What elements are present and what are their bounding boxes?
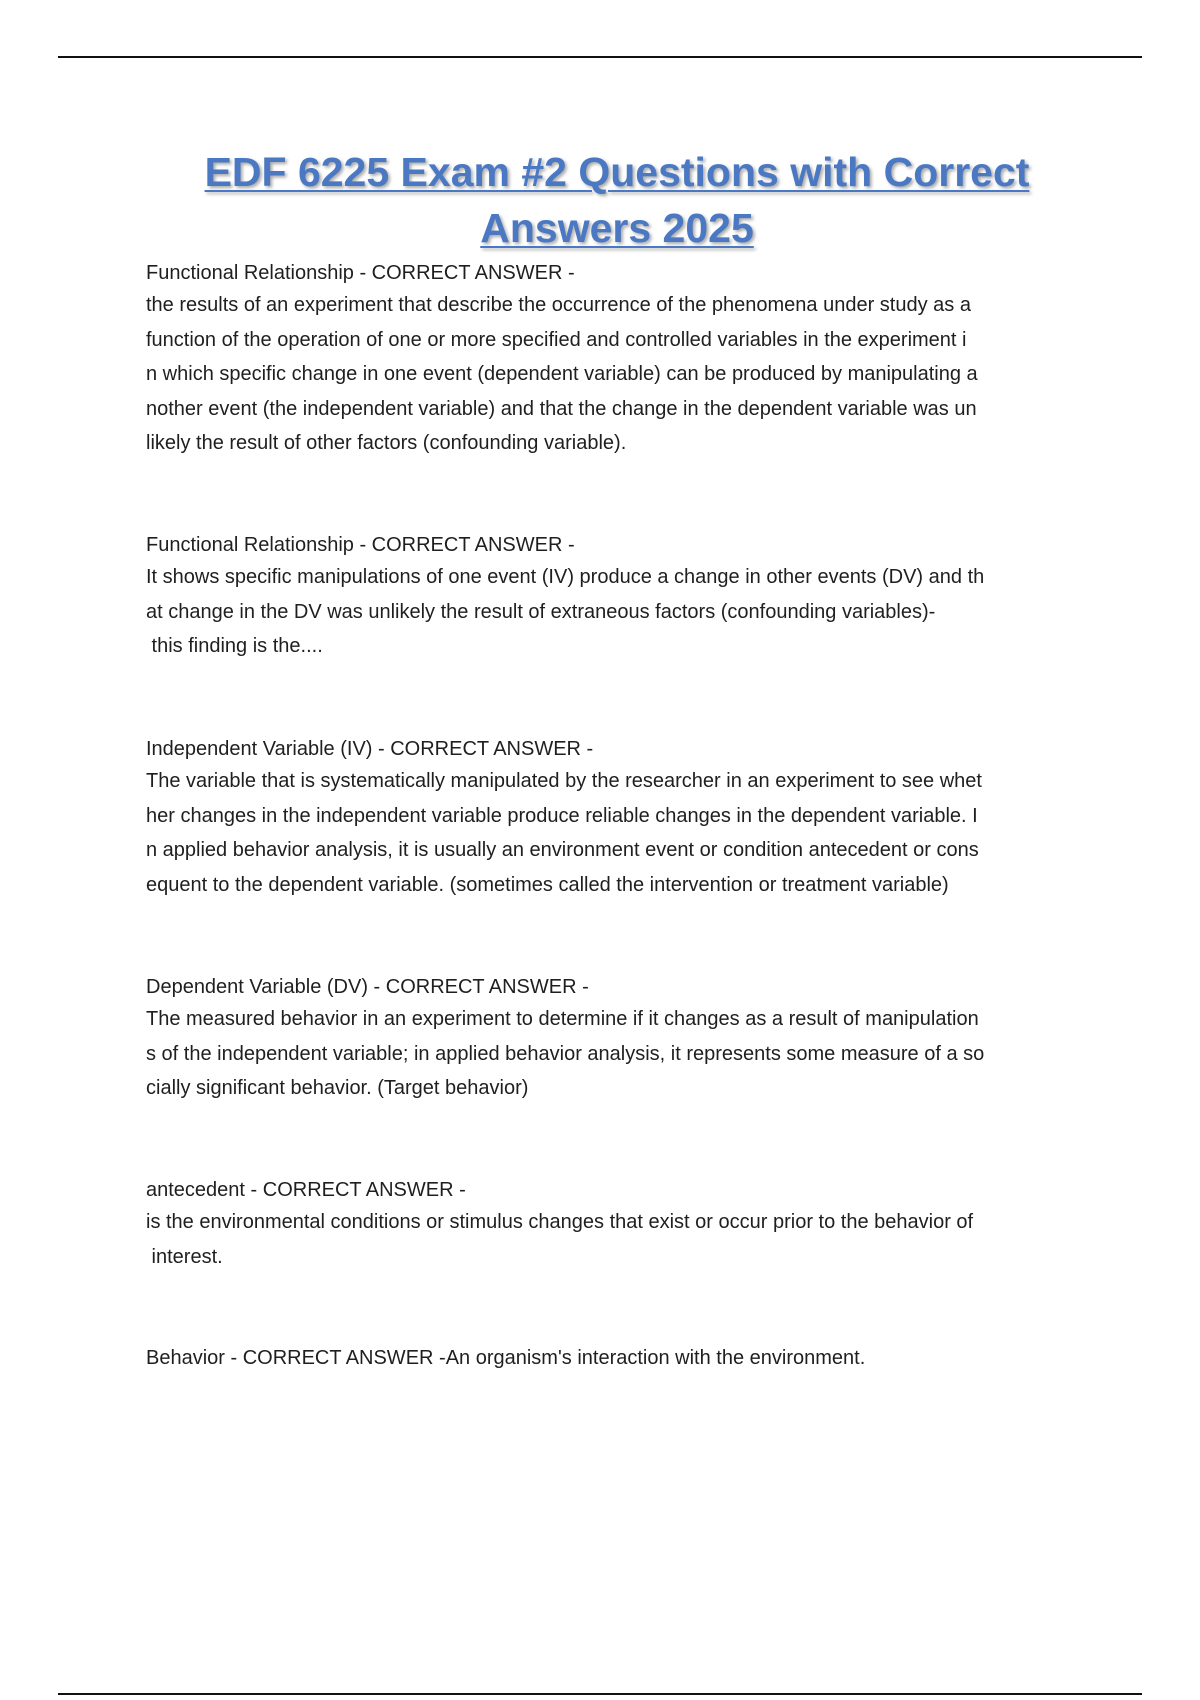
qa-entry bbox=[146, 972, 984, 1106]
qa-term: Behavior - CORRECT ANSWER - bbox=[146, 1347, 446, 1369]
qa-entry bbox=[146, 530, 984, 664]
qa-term-inline bbox=[146, 1343, 865, 1373]
qa-entry bbox=[146, 1343, 865, 1373]
answer-line: n which specific change in one event (dependent variable) can be produced by manipulating a bbox=[146, 363, 978, 385]
qa-entry bbox=[146, 1175, 973, 1274]
answer-line: her changes in the independent variable produce reliable changes in the dependent variable. I bbox=[146, 804, 978, 827]
top-rule bbox=[58, 56, 1142, 58]
qa-entry bbox=[146, 734, 982, 902]
qa-answer bbox=[146, 560, 984, 664]
document-title bbox=[0, 144, 1200, 256]
qa-answer bbox=[146, 1205, 973, 1274]
title-line-1: EDF 6225 Exam #2 Questions with Correct bbox=[204, 149, 1030, 195]
qa-term: antecedent - CORRECT ANSWER - bbox=[146, 1179, 466, 1201]
answer-line: s of the independent variable; in applied behavior analysis, it represents some measure of a so bbox=[146, 1042, 985, 1065]
bottom-rule bbox=[58, 1693, 1142, 1695]
title-line-2: Answers 2025 bbox=[480, 205, 754, 251]
answer-line: nother event (the independent variable) and that the change in the dependent variable was un bbox=[146, 397, 977, 420]
qa-answer bbox=[146, 764, 982, 902]
answer-line: is the environmental conditions or stimulus changes that exist or occur prior to the behavior of bbox=[146, 1211, 974, 1233]
qa-entry bbox=[146, 258, 978, 461]
qa-term: Independent Variable (IV) - CORRECT ANSWER - bbox=[146, 738, 594, 760]
answer-line: equent to the dependent variable. (sometimes called the intervention or treatment variable) bbox=[146, 873, 949, 896]
qa-answer bbox=[146, 288, 978, 461]
qa-term: Functional Relationship - CORRECT ANSWER - bbox=[146, 262, 575, 284]
qa-term: Functional Relationship - CORRECT ANSWER - bbox=[146, 534, 575, 556]
answer-line: at change in the DV was unlikely the result of extraneous factors (confounding variables)- bbox=[146, 600, 936, 623]
qa-answer bbox=[146, 1002, 984, 1106]
answer-line: The measured behavior in an experiment to determine if it changes as a result of manipulation bbox=[146, 1008, 979, 1030]
answer-line: interest. bbox=[146, 1245, 223, 1268]
answer-line: this finding is the.... bbox=[146, 635, 323, 657]
answer-line: It shows specific manipulations of one event (IV) produce a change in other events (DV) and th bbox=[146, 566, 985, 588]
answer-line: function of the operation of one or more specified and controlled variables in the experiment i bbox=[146, 328, 967, 351]
answer-line: n applied behavior analysis, it is usually an environment event or condition antecedent or cons bbox=[146, 839, 979, 861]
answer-line: the results of an experiment that describe the occurrence of the phenomena under study as a bbox=[146, 294, 971, 316]
answer-line: cially significant behavior. (Target behavior) bbox=[146, 1077, 529, 1099]
answer-line: The variable that is systematically manipulated by the researcher in an experiment to see whet bbox=[146, 770, 982, 792]
qa-answer: An organism's interaction with the environment. bbox=[445, 1347, 866, 1369]
answer-line: likely the result of other factors (confounding variable). bbox=[146, 432, 627, 454]
qa-term: Dependent Variable (DV) - CORRECT ANSWER - bbox=[146, 976, 589, 998]
